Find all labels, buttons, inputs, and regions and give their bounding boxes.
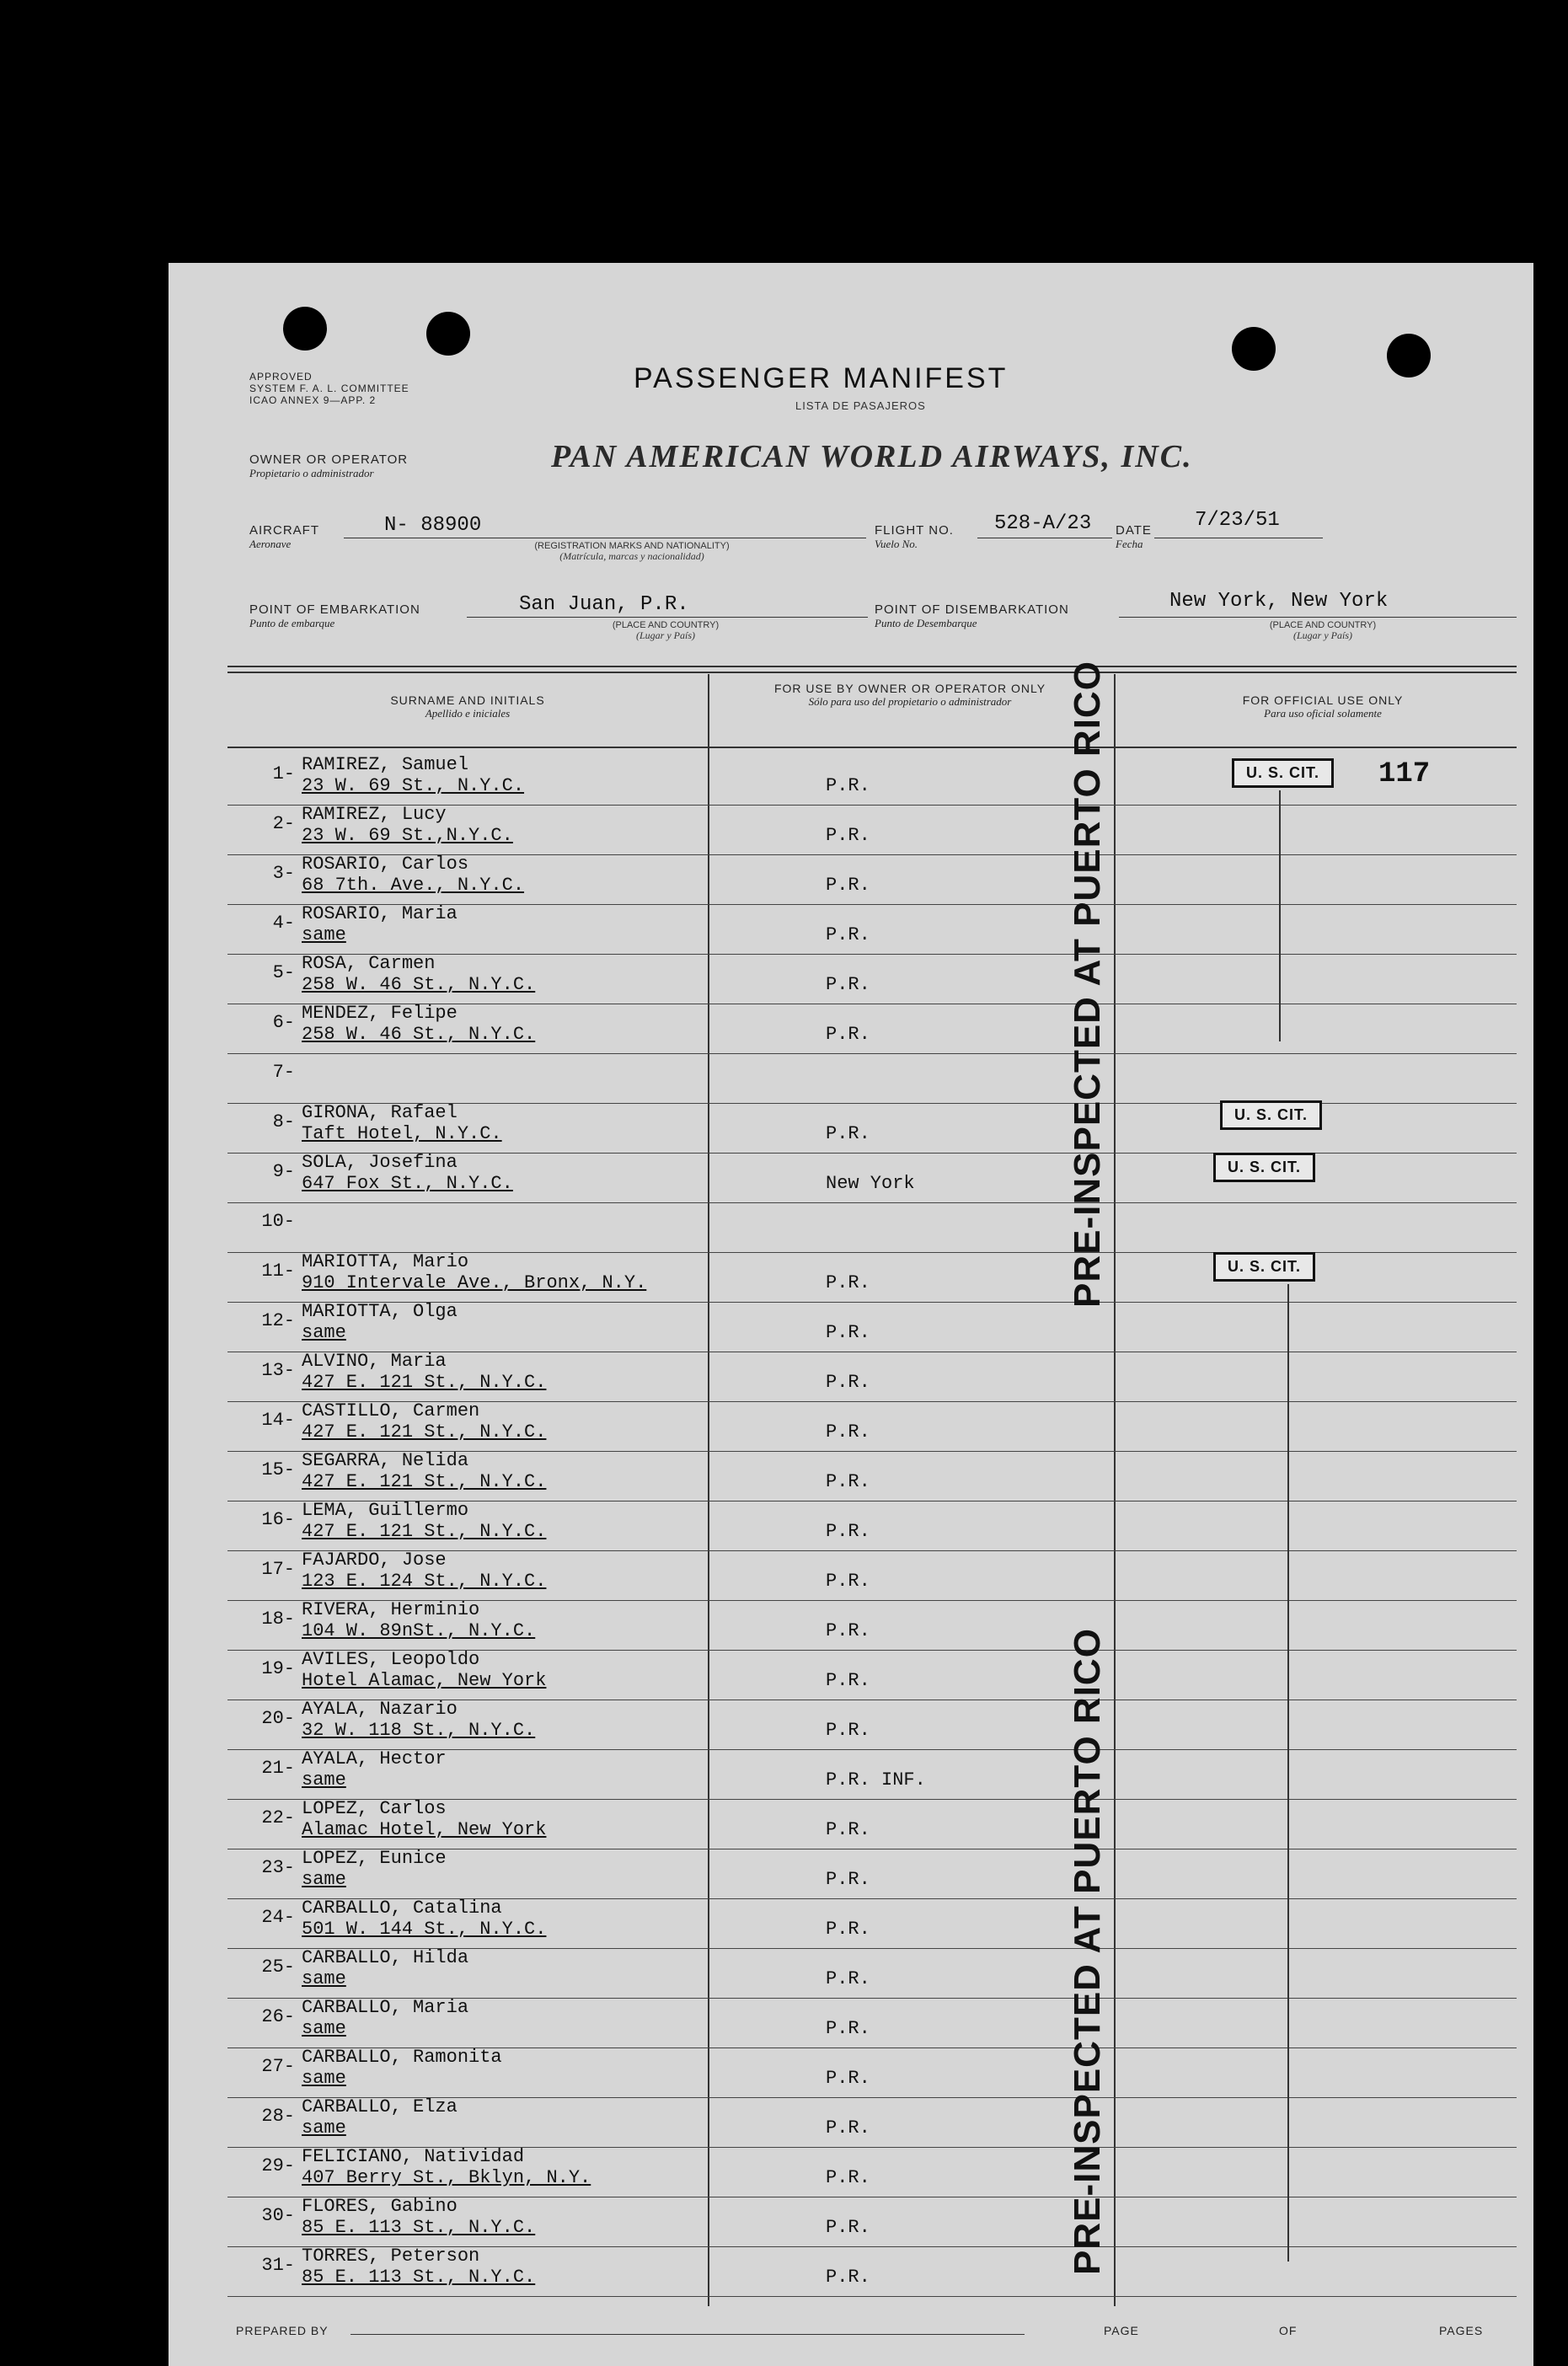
passenger-row (227, 2048, 1517, 2098)
approval-line: SYSTEM F. A. L. COMMITTEE (249, 383, 409, 394)
row-number: 22- (261, 1807, 295, 1828)
passenger-address: same (302, 924, 346, 945)
header-bottom-rule (227, 747, 1517, 748)
passenger-row (227, 1849, 1517, 1899)
approval-line: APPROVED (249, 371, 313, 383)
passenger-name: LOPEZ, Eunice (302, 1848, 447, 1869)
passenger-name: AVILES, Leopoldo (302, 1649, 480, 1670)
passenger-row (227, 1600, 1517, 1651)
passenger-name: CARBALLO, Elza (302, 2096, 458, 2117)
passenger-row (227, 1202, 1517, 1253)
origin-code: P.R. (826, 775, 870, 796)
origin-code: P.R. (826, 1720, 870, 1741)
approval-block (249, 371, 409, 406)
origin-code: P.R. (826, 1670, 870, 1691)
pages-label: PAGES (1439, 2324, 1484, 2337)
row-number: 17- (261, 1559, 295, 1580)
passenger-row (227, 2147, 1517, 2197)
flight-no-value: 528-A/23 (994, 512, 1092, 535)
page-label: PAGE (1104, 2324, 1139, 2337)
passenger-row (227, 904, 1517, 955)
origin-code: P.R. (826, 825, 870, 846)
passenger-address: 427 E. 121 St., N.Y.C. (302, 1471, 547, 1492)
origin-code: P.R. (826, 1372, 870, 1393)
page-title: PASSENGER MANIFEST (634, 362, 1009, 394)
passenger-name: FAJARDO, Jose (302, 1550, 447, 1571)
passenger-row (227, 854, 1517, 905)
row-number: 6- (272, 1012, 295, 1033)
row-number: 24- (261, 1907, 295, 1928)
row-number: 10- (261, 1211, 295, 1232)
date-value: 7/23/51 (1195, 509, 1280, 532)
passenger-address: 407 Berry St., Bklyn, N.Y. (302, 2167, 591, 2188)
passenger-row (227, 1650, 1517, 1700)
bracket-line (1287, 1284, 1289, 2262)
row-number: 7- (272, 1062, 295, 1083)
passenger-name: MARIOTTA, Mario (302, 1251, 469, 1272)
passenger-address: 104 W. 89nSt., N.Y.C. (302, 1620, 536, 1641)
operator-name: PAN AMERICAN WORLD AIRWAYS, INC. (551, 439, 1193, 474)
origin-code: P.R. (826, 1123, 870, 1144)
passenger-row (227, 1700, 1517, 1750)
passenger-name: ROSARIO, Carlos (302, 854, 469, 875)
row-number: 8- (272, 1111, 295, 1132)
passenger-name: AYALA, Nazario (302, 1699, 458, 1720)
aircraft-value: N- 88900 (384, 514, 482, 537)
us-citizen-stamp: U. S. CIT. (1213, 1252, 1315, 1282)
embarkation-underline (467, 617, 868, 618)
citizen-count: 117 (1378, 758, 1431, 790)
passenger-name: CASTILLO, Carmen (302, 1400, 480, 1421)
passenger-name: LEMA, Guillermo (302, 1500, 469, 1521)
passenger-row (227, 1053, 1517, 1104)
origin-code: P.R. (826, 1421, 870, 1443)
row-number: 13- (261, 1360, 295, 1381)
passenger-row (227, 1948, 1517, 1999)
approval-line: ICAO ANNEX 9—APP. 2 (249, 394, 377, 406)
passenger-address: same (302, 2117, 346, 2138)
row-number: 18- (261, 1609, 295, 1630)
passenger-row (227, 1004, 1517, 1054)
passenger-address: 23 W. 69 St., N.Y.C. (302, 775, 525, 796)
origin-code: P.R. (826, 1471, 870, 1492)
origin-code: P.R. (826, 2267, 870, 2288)
table-top-rule (227, 666, 1517, 673)
passenger-row (227, 1898, 1517, 1949)
passenger-name: LOPEZ, Carlos (302, 1798, 447, 1819)
passenger-row (227, 2246, 1517, 2297)
passenger-name: ROSA, Carmen (302, 953, 436, 974)
prepared-by-underline (351, 2334, 1025, 2335)
passenger-row (227, 1749, 1517, 1800)
punch-hole (1387, 334, 1431, 377)
passenger-address: 23 W. 69 St.,N.Y.C. (302, 825, 513, 846)
row-number: 15- (261, 1459, 295, 1480)
origin-code: P.R. (826, 1968, 870, 1989)
flight-no-label: FLIGHT NO. Vuelo No. (875, 523, 954, 550)
row-number: 25- (261, 1956, 295, 1978)
passenger-address: 427 E. 121 St., N.Y.C. (302, 1372, 547, 1393)
passenger-address: 258 W. 46 St., N.Y.C. (302, 974, 536, 995)
passenger-name: RIVERA, Herminio (302, 1599, 480, 1620)
passenger-row (227, 1103, 1517, 1154)
row-number: 31- (261, 2255, 295, 2276)
passenger-address: 910 Intervale Ave., Bronx, N.Y. (302, 1272, 647, 1293)
passenger-name: ROSARIO, Maria (302, 903, 458, 924)
passenger-name: TORRES, Peterson (302, 2246, 480, 2267)
row-number: 23- (261, 1857, 295, 1878)
origin-code: P.R. (826, 1272, 870, 1293)
row-number: 1- (272, 763, 295, 784)
passenger-address: 68 7th. Ave., N.Y.C. (302, 875, 525, 896)
origin-code: P.R. (826, 1919, 870, 1940)
passenger-address: 647 Fox St., N.Y.C. (302, 1173, 513, 1194)
prepared-by-label: PREPARED BY (236, 2324, 329, 2337)
page-subtitle: LISTA DE PASAJEROS (795, 399, 926, 412)
passenger-row (227, 1401, 1517, 1452)
passenger-row (227, 805, 1517, 855)
passenger-name: FLORES, Gabino (302, 2196, 458, 2217)
row-number: 5- (272, 962, 295, 983)
passenger-name: AYALA, Hector (302, 1748, 447, 1769)
row-number: 27- (261, 2056, 295, 2077)
passenger-address: 32 W. 118 St., N.Y.C. (302, 1720, 536, 1741)
row-number: 2- (272, 813, 295, 834)
passenger-row (227, 1998, 1517, 2048)
origin-code: P.R. (826, 875, 870, 896)
embarkation-label: POINT OF EMBARKATION Punto de embarque (249, 602, 420, 629)
passenger-name: CARBALLO, Catalina (302, 1898, 502, 1919)
row-number: 28- (261, 2106, 295, 2127)
origin-code: P.R. (826, 1024, 870, 1045)
passenger-address: same (302, 2018, 346, 2039)
passenger-row (227, 1550, 1517, 1601)
punch-hole (1232, 327, 1276, 371)
passenger-name: ALVINO, Maria (302, 1351, 447, 1372)
disembarkation-underline (1119, 617, 1517, 618)
row-number: 12- (261, 1310, 295, 1331)
punch-hole (283, 307, 327, 351)
passenger-address: 85 E. 113 St., N.Y.C. (302, 2217, 536, 2238)
passenger-address: 258 W. 46 St., N.Y.C. (302, 1024, 536, 1045)
passenger-name: GIRONA, Rafael (302, 1102, 458, 1123)
passenger-name: MARIOTTA, Olga (302, 1301, 458, 1322)
aircraft-label: AIRCRAFT Aeronave (249, 523, 319, 550)
passenger-address: Hotel Alamac, New York (302, 1670, 547, 1691)
origin-code: P.R. (826, 1869, 870, 1890)
origin-code: P.R. (826, 2167, 870, 2188)
passenger-address: same (302, 1968, 346, 1989)
passenger-row (227, 1799, 1517, 1849)
origin-code: P.R. INF. (826, 1769, 926, 1791)
passenger-address: same (302, 1322, 346, 1343)
us-citizen-stamp: U. S. CIT. (1232, 758, 1334, 788)
row-number: 20- (261, 1708, 295, 1729)
passenger-address: same (302, 1869, 346, 1890)
passenger-address: Taft Hotel, N.Y.C. (302, 1123, 502, 1144)
row-number: 16- (261, 1509, 295, 1530)
row-number: 26- (261, 2006, 295, 2027)
origin-code: New York (826, 1173, 915, 1194)
disembarkation-value: New York, New York (1169, 590, 1389, 613)
us-citizen-stamp: U. S. CIT. (1220, 1100, 1322, 1130)
row-number: 11- (261, 1261, 295, 1282)
passenger-address: 427 E. 121 St., N.Y.C. (302, 1521, 547, 1542)
row-number: 19- (261, 1658, 295, 1679)
passenger-row (227, 2097, 1517, 2148)
passenger-row (227, 1252, 1517, 1303)
manifest-sheet (169, 263, 1533, 2366)
owner-label: OWNER OR OPERATOR Propietario o administrador (249, 452, 409, 479)
passenger-address: 501 W. 144 St., N.Y.C. (302, 1919, 547, 1940)
passenger-name: FELICIANO, Natividad (302, 2146, 525, 2167)
passenger-address: 123 E. 124 St., N.Y.C. (302, 1571, 547, 1592)
passenger-name: CARBALLO, Ramonita (302, 2047, 502, 2068)
preinspected-stamp: PRE-INSPECTED AT PUERTO RICO (1067, 661, 1108, 1308)
passenger-name: CARBALLO, Hilda (302, 1947, 469, 1968)
preinspected-stamp: PRE-INSPECTED AT PUERTO RICO (1067, 1628, 1108, 2275)
passenger-row (227, 1451, 1517, 1502)
embarkation-value: San Juan, P.R. (519, 593, 689, 616)
row-number: 4- (272, 913, 295, 934)
passenger-row (227, 954, 1517, 1004)
passenger-row (227, 1302, 1517, 1352)
surname-column-header: SURNAME AND INITIALS Apellido e iniciales (390, 693, 545, 720)
row-number: 3- (272, 863, 295, 884)
embark-place-caption: (PLACE AND COUNTRY) (Lugar y País) (612, 620, 720, 641)
passenger-name: RAMIREZ, Lucy (302, 804, 447, 825)
passenger-name: MENDEZ, Felipe (302, 1003, 458, 1024)
origin-code: P.R. (826, 1322, 870, 1343)
disembarkation-label: POINT OF DISEMBARKATION Punto de Desembarque (875, 602, 1069, 629)
row-number: 14- (261, 1410, 295, 1431)
origin-code: P.R. (826, 1521, 870, 1542)
passenger-name: SEGARRA, Nelida (302, 1450, 469, 1471)
passenger-address: same (302, 2068, 346, 2089)
passenger-name: CARBALLO, Maria (302, 1997, 469, 2018)
passenger-row (227, 2197, 1517, 2247)
origin-code: P.R. (826, 974, 870, 995)
row-number: 29- (261, 2155, 295, 2176)
origin-code: P.R. (826, 2117, 870, 2138)
origin-code: P.R. (826, 2217, 870, 2238)
origin-code: P.R. (826, 2018, 870, 2039)
origin-code: P.R. (826, 1620, 870, 1641)
origin-code: P.R. (826, 1819, 870, 1840)
passenger-row (227, 1352, 1517, 1402)
passenger-address: 427 E. 121 St., N.Y.C. (302, 1421, 547, 1443)
passenger-row (227, 1153, 1517, 1203)
row-number: 9- (272, 1161, 295, 1182)
origin-code: P.R. (826, 1571, 870, 1592)
passenger-row (227, 1501, 1517, 1551)
disembark-place-caption: (PLACE AND COUNTRY) (Lugar y País) (1269, 620, 1377, 641)
passenger-name: SOLA, Josefina (302, 1152, 458, 1173)
passenger-address: Alamac Hotel, New York (302, 1819, 547, 1840)
passenger-name: RAMIREZ, Samuel (302, 754, 469, 775)
official-use-column-header: FOR OFFICIAL USE ONLY Para uso oficial solamente (1242, 693, 1404, 720)
row-number: 30- (261, 2205, 295, 2226)
passenger-address: same (302, 1769, 346, 1791)
origin-code: P.R. (826, 2068, 870, 2089)
us-citizen-stamp: U. S. CIT. (1213, 1153, 1315, 1182)
registration-caption: (REGISTRATION MARKS AND NATIONALITY) (Matrícula, marcas y nacionalidad) (534, 541, 730, 562)
row-number: 21- (261, 1758, 295, 1779)
date-label: DATE Fecha (1116, 523, 1152, 550)
of-label: OF (1279, 2324, 1298, 2337)
owner-use-column-header: FOR USE BY OWNER OR OPERATOR ONLY Sólo para uso del propietario o administrador (773, 682, 1046, 708)
punch-hole (426, 312, 470, 356)
bracket-line (1279, 790, 1281, 1041)
passenger-address: 85 E. 113 St., N.Y.C. (302, 2267, 536, 2288)
origin-code: P.R. (826, 924, 870, 945)
